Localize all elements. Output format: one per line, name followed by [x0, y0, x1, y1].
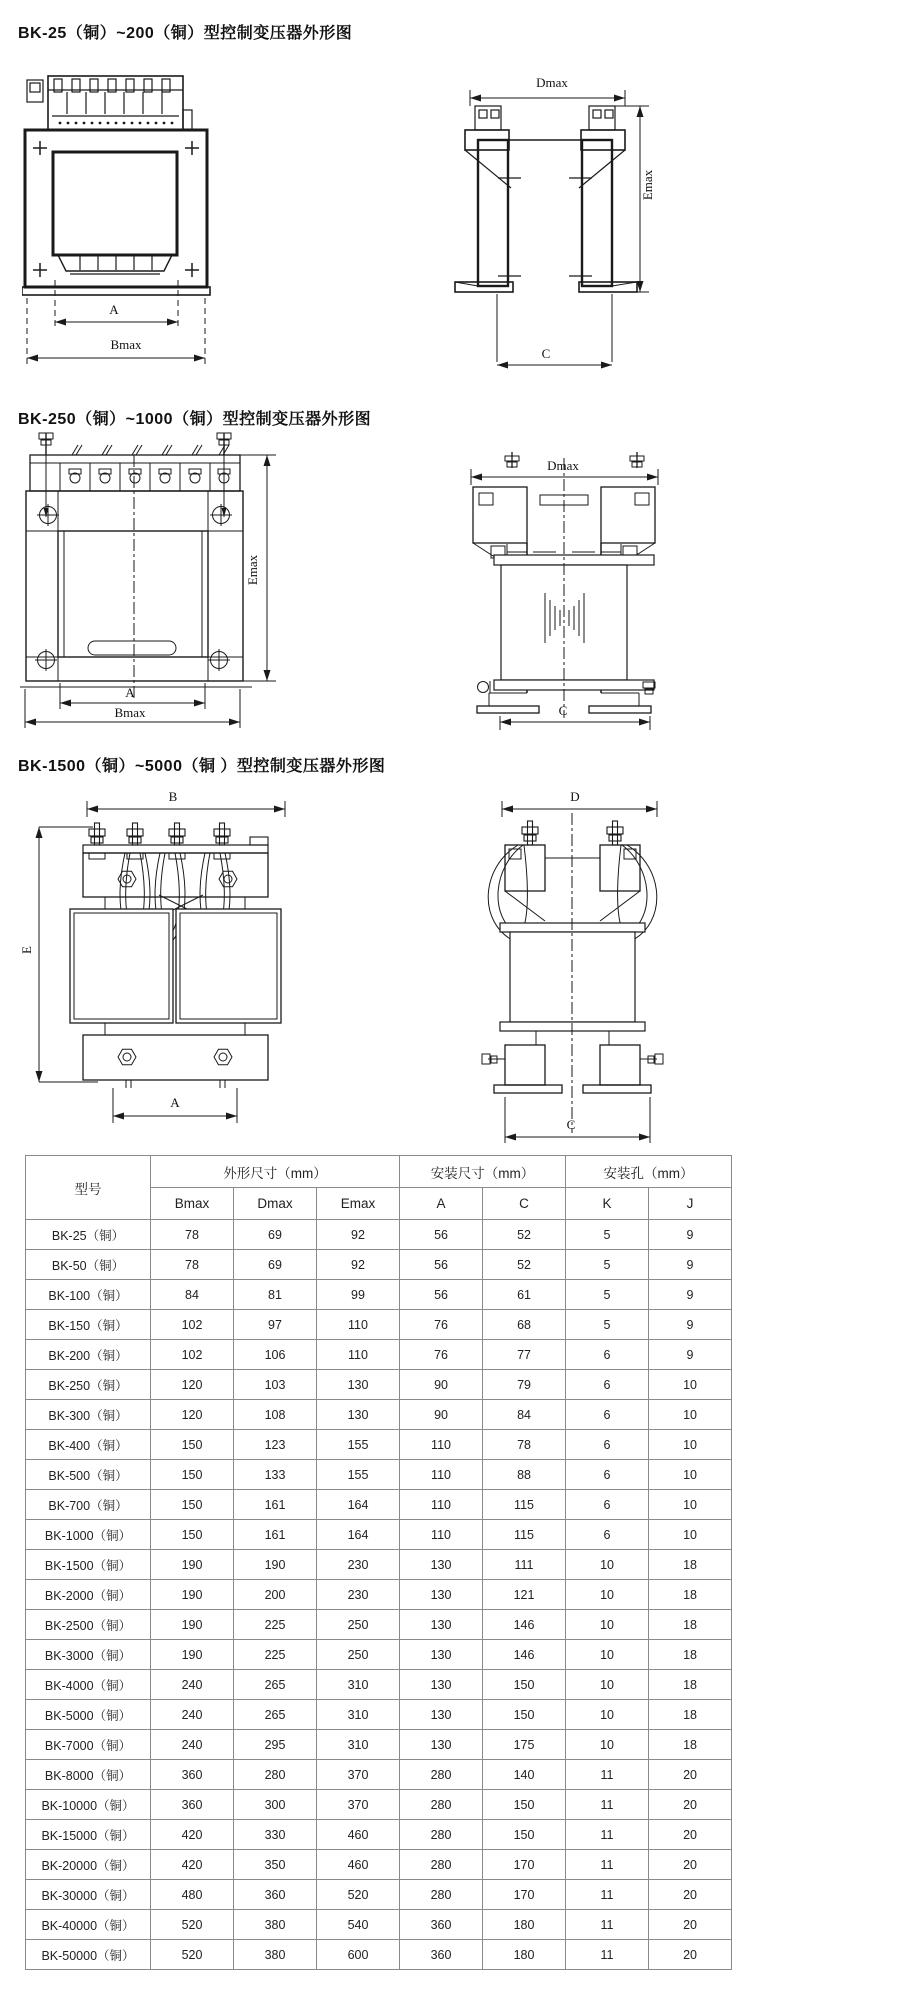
- value-cell: 78: [151, 1250, 234, 1280]
- value-cell: 600: [317, 1940, 400, 1970]
- value-cell: 88: [483, 1460, 566, 1490]
- dim-label-bmax-s2: Bmax: [114, 705, 146, 720]
- value-cell: 140: [483, 1760, 566, 1790]
- value-cell: 102: [151, 1310, 234, 1340]
- value-cell: 18: [649, 1550, 732, 1580]
- table-row: [26, 1430, 732, 1460]
- value-cell: 240: [151, 1700, 234, 1730]
- value-cell: 11: [566, 1940, 649, 1970]
- model-cell: BK-200（铜）: [26, 1340, 151, 1370]
- table-row: [26, 1310, 732, 1340]
- value-cell: 110: [400, 1460, 483, 1490]
- value-cell: 56: [400, 1280, 483, 1310]
- value-cell: 121: [483, 1580, 566, 1610]
- value-cell: 190: [151, 1550, 234, 1580]
- section3-title: BK-1500（铜）~5000（铜 ）型控制变压器外形图: [18, 758, 386, 775]
- value-cell: 300: [234, 1790, 317, 1820]
- dim-label-emax-s1: Emax: [640, 169, 655, 201]
- model-cell: BK-8000（铜）: [26, 1760, 151, 1790]
- value-cell: 520: [317, 1880, 400, 1910]
- value-cell: 420: [151, 1850, 234, 1880]
- value-cell: 103: [234, 1370, 317, 1400]
- dim-label-c-s3: C: [566, 1117, 576, 1132]
- dim-label-emax-s2: Emax: [245, 554, 260, 586]
- value-cell: 150: [151, 1460, 234, 1490]
- value-cell: 265: [234, 1670, 317, 1700]
- section3-side-view-drawing: [458, 783, 683, 1148]
- value-cell: 20: [649, 1910, 732, 1940]
- transformer-front-view-icon: [12, 425, 284, 737]
- value-cell: 81: [234, 1280, 317, 1310]
- value-cell: 155: [317, 1430, 400, 1460]
- dim-label-c-s1: C: [541, 346, 551, 361]
- value-cell: 10: [566, 1580, 649, 1610]
- value-cell: 370: [317, 1790, 400, 1820]
- value-cell: 76: [400, 1310, 483, 1340]
- value-cell: 330: [234, 1820, 317, 1850]
- value-cell: 90: [400, 1370, 483, 1400]
- value-cell: 18: [649, 1670, 732, 1700]
- value-cell: 164: [317, 1520, 400, 1550]
- value-cell: 52: [483, 1250, 566, 1280]
- value-cell: 9: [649, 1280, 732, 1310]
- dim-label-bmax-s1: Bmax: [110, 337, 142, 352]
- section1-side-view-drawing: [453, 66, 665, 378]
- value-cell: 150: [483, 1790, 566, 1820]
- value-cell: 6: [566, 1460, 649, 1490]
- model-cell: BK-7000（铜）: [26, 1730, 151, 1760]
- value-cell: 295: [234, 1730, 317, 1760]
- value-cell: 130: [400, 1610, 483, 1640]
- value-cell: 6: [566, 1370, 649, 1400]
- value-cell: 520: [151, 1940, 234, 1970]
- value-cell: 164: [317, 1490, 400, 1520]
- value-cell: 69: [234, 1250, 317, 1280]
- value-cell: 115: [483, 1490, 566, 1520]
- value-cell: 99: [317, 1280, 400, 1310]
- model-cell: BK-250（铜）: [26, 1370, 151, 1400]
- value-cell: 110: [400, 1490, 483, 1520]
- value-cell: 310: [317, 1700, 400, 1730]
- value-cell: 20: [649, 1850, 732, 1880]
- section2-front-view-drawing: [12, 425, 284, 737]
- value-cell: 460: [317, 1820, 400, 1850]
- table-row: [26, 1790, 732, 1820]
- header-mounting-holes: 安装孔（mm）: [566, 1156, 732, 1188]
- dim-label-a-s3: A: [170, 1095, 180, 1110]
- dim-label-c-s2: C: [558, 703, 568, 718]
- table-row: [26, 1220, 732, 1250]
- header-a: A: [400, 1188, 483, 1220]
- value-cell: 190: [151, 1580, 234, 1610]
- model-cell: BK-30000（铜）: [26, 1880, 151, 1910]
- section1-title: BK-25（铜）~200（铜）型控制变压器外形图: [18, 25, 353, 42]
- table-row: [26, 1580, 732, 1610]
- value-cell: 11: [566, 1790, 649, 1820]
- model-cell: BK-500（铜）: [26, 1460, 151, 1490]
- value-cell: 10: [566, 1700, 649, 1730]
- section2-side-view-drawing: [453, 438, 675, 738]
- table-row: [26, 1940, 732, 1970]
- transformer-front-view-icon: [13, 783, 305, 1131]
- dimension-table-body: [26, 1220, 732, 1970]
- value-cell: 10: [649, 1370, 732, 1400]
- transformer-side-view-icon: [458, 783, 683, 1148]
- value-cell: 20: [649, 1940, 732, 1970]
- value-cell: 146: [483, 1640, 566, 1670]
- value-cell: 280: [400, 1790, 483, 1820]
- section1-front-view-drawing: [22, 52, 237, 367]
- model-cell: BK-3000（铜）: [26, 1640, 151, 1670]
- model-cell: BK-700（铜）: [26, 1490, 151, 1520]
- value-cell: 200: [234, 1580, 317, 1610]
- table-row: [26, 1820, 732, 1850]
- value-cell: 123: [234, 1430, 317, 1460]
- value-cell: 5: [566, 1310, 649, 1340]
- dim-label-e-s3: E: [19, 946, 34, 954]
- value-cell: 240: [151, 1670, 234, 1700]
- value-cell: 84: [151, 1280, 234, 1310]
- table-row: [26, 1250, 732, 1280]
- value-cell: 280: [400, 1850, 483, 1880]
- value-cell: 250: [317, 1610, 400, 1640]
- value-cell: 11: [566, 1760, 649, 1790]
- value-cell: 92: [317, 1250, 400, 1280]
- value-cell: 18: [649, 1580, 732, 1610]
- table-row: [26, 1850, 732, 1880]
- value-cell: 130: [317, 1400, 400, 1430]
- model-cell: BK-2000（铜）: [26, 1580, 151, 1610]
- model-cell: BK-300（铜）: [26, 1400, 151, 1430]
- value-cell: 56: [400, 1250, 483, 1280]
- value-cell: 10: [649, 1520, 732, 1550]
- header-k: K: [566, 1188, 649, 1220]
- value-cell: 20: [649, 1880, 732, 1910]
- value-cell: 480: [151, 1880, 234, 1910]
- value-cell: 130: [400, 1580, 483, 1610]
- table-row: [26, 1370, 732, 1400]
- value-cell: 5: [566, 1250, 649, 1280]
- value-cell: 130: [400, 1640, 483, 1670]
- model-cell: BK-10000（铜）: [26, 1790, 151, 1820]
- value-cell: 150: [483, 1670, 566, 1700]
- value-cell: 360: [234, 1880, 317, 1910]
- value-cell: 380: [234, 1910, 317, 1940]
- value-cell: 115: [483, 1520, 566, 1550]
- section3-front-view-drawing: [13, 783, 305, 1131]
- model-cell: BK-15000（铜）: [26, 1820, 151, 1850]
- header-model: 型号: [26, 1156, 151, 1220]
- value-cell: 161: [234, 1520, 317, 1550]
- value-cell: 360: [400, 1940, 483, 1970]
- value-cell: 150: [151, 1520, 234, 1550]
- model-cell: BK-50（铜）: [26, 1250, 151, 1280]
- value-cell: 150: [151, 1490, 234, 1520]
- header-bmax: Bmax: [151, 1188, 234, 1220]
- value-cell: 360: [400, 1910, 483, 1940]
- table-row: [26, 1400, 732, 1430]
- table-header: [26, 1156, 732, 1220]
- table-row: [26, 1550, 732, 1580]
- value-cell: 92: [317, 1220, 400, 1250]
- value-cell: 106: [234, 1340, 317, 1370]
- dim-label-d-s3: D: [570, 789, 580, 804]
- value-cell: 18: [649, 1730, 732, 1760]
- dim-label-a-s2: A: [125, 685, 135, 700]
- value-cell: 110: [400, 1520, 483, 1550]
- value-cell: 6: [566, 1430, 649, 1460]
- value-cell: 240: [151, 1730, 234, 1760]
- value-cell: 6: [566, 1490, 649, 1520]
- model-cell: BK-150（铜）: [26, 1310, 151, 1340]
- value-cell: 161: [234, 1490, 317, 1520]
- value-cell: 9: [649, 1250, 732, 1280]
- value-cell: 111: [483, 1550, 566, 1580]
- model-cell: BK-20000（铜）: [26, 1850, 151, 1880]
- value-cell: 130: [400, 1700, 483, 1730]
- transformer-side-view-icon: [453, 66, 665, 378]
- header-outline-dims: 外形尺寸（mm）: [151, 1156, 400, 1188]
- value-cell: 5: [566, 1280, 649, 1310]
- model-cell: BK-5000（铜）: [26, 1700, 151, 1730]
- value-cell: 20: [649, 1760, 732, 1790]
- value-cell: 130: [400, 1550, 483, 1580]
- value-cell: 9: [649, 1340, 732, 1370]
- value-cell: 380: [234, 1940, 317, 1970]
- value-cell: 110: [400, 1430, 483, 1460]
- value-cell: 460: [317, 1850, 400, 1880]
- table-row: [26, 1520, 732, 1550]
- header-j: J: [649, 1188, 732, 1220]
- table-row: [26, 1610, 732, 1640]
- value-cell: 90: [400, 1400, 483, 1430]
- value-cell: 225: [234, 1610, 317, 1640]
- model-cell: BK-1500（铜）: [26, 1550, 151, 1580]
- dim-label-dmax-s1: Dmax: [536, 75, 568, 90]
- value-cell: 110: [317, 1310, 400, 1340]
- value-cell: 110: [317, 1340, 400, 1370]
- value-cell: 280: [234, 1760, 317, 1790]
- section2-title: BK-250（铜）~1000（铜）型控制变压器外形图: [18, 411, 372, 428]
- model-cell: BK-400（铜）: [26, 1430, 151, 1460]
- table-row: [26, 1880, 732, 1910]
- value-cell: 180: [483, 1910, 566, 1940]
- value-cell: 20: [649, 1790, 732, 1820]
- value-cell: 130: [317, 1370, 400, 1400]
- model-cell: BK-40000（铜）: [26, 1910, 151, 1940]
- value-cell: 250: [317, 1640, 400, 1670]
- table-row: [26, 1700, 732, 1730]
- dim-label-a-s1: A: [109, 302, 119, 317]
- value-cell: 280: [400, 1820, 483, 1850]
- value-cell: 360: [151, 1790, 234, 1820]
- transformer-side-view-icon: [453, 438, 675, 738]
- value-cell: 10: [649, 1400, 732, 1430]
- value-cell: 10: [566, 1670, 649, 1700]
- value-cell: 190: [151, 1610, 234, 1640]
- model-cell: BK-1000（铜）: [26, 1520, 151, 1550]
- value-cell: 108: [234, 1400, 317, 1430]
- value-cell: 130: [400, 1670, 483, 1700]
- value-cell: 102: [151, 1340, 234, 1370]
- value-cell: 155: [317, 1460, 400, 1490]
- value-cell: 77: [483, 1340, 566, 1370]
- value-cell: 11: [566, 1850, 649, 1880]
- value-cell: 280: [400, 1760, 483, 1790]
- table-row: [26, 1640, 732, 1670]
- value-cell: 76: [400, 1340, 483, 1370]
- model-cell: BK-2500（铜）: [26, 1610, 151, 1640]
- value-cell: 180: [483, 1940, 566, 1970]
- value-cell: 78: [151, 1220, 234, 1250]
- value-cell: 190: [151, 1640, 234, 1670]
- value-cell: 11: [566, 1910, 649, 1940]
- model-cell: BK-100（铜）: [26, 1280, 151, 1310]
- table-row: [26, 1910, 732, 1940]
- value-cell: 6: [566, 1400, 649, 1430]
- table-row: [26, 1670, 732, 1700]
- model-cell: BK-25（铜）: [26, 1220, 151, 1250]
- value-cell: 6: [566, 1340, 649, 1370]
- value-cell: 79: [483, 1370, 566, 1400]
- value-cell: 310: [317, 1730, 400, 1760]
- table-row: [26, 1730, 732, 1760]
- transformer-front-view-icon: [22, 52, 237, 367]
- value-cell: 78: [483, 1430, 566, 1460]
- value-cell: 6: [566, 1520, 649, 1550]
- header-mounting-dims: 安装尺寸（mm）: [400, 1156, 566, 1188]
- value-cell: 10: [649, 1490, 732, 1520]
- value-cell: 350: [234, 1850, 317, 1880]
- value-cell: 5: [566, 1220, 649, 1250]
- value-cell: 370: [317, 1760, 400, 1790]
- value-cell: 10: [566, 1610, 649, 1640]
- value-cell: 18: [649, 1700, 732, 1730]
- value-cell: 225: [234, 1640, 317, 1670]
- value-cell: 150: [151, 1430, 234, 1460]
- dimension-table: [25, 1155, 732, 1970]
- value-cell: 68: [483, 1310, 566, 1340]
- value-cell: 175: [483, 1730, 566, 1760]
- value-cell: 10: [566, 1550, 649, 1580]
- value-cell: 61: [483, 1280, 566, 1310]
- value-cell: 10: [566, 1730, 649, 1760]
- value-cell: 310: [317, 1670, 400, 1700]
- value-cell: 280: [400, 1880, 483, 1910]
- table-row: [26, 1760, 732, 1790]
- table-row: [26, 1460, 732, 1490]
- value-cell: 130: [400, 1730, 483, 1760]
- value-cell: 190: [234, 1550, 317, 1580]
- value-cell: 18: [649, 1610, 732, 1640]
- value-cell: 170: [483, 1850, 566, 1880]
- value-cell: 10: [649, 1460, 732, 1490]
- value-cell: 420: [151, 1820, 234, 1850]
- value-cell: 10: [566, 1640, 649, 1670]
- table-row: [26, 1490, 732, 1520]
- value-cell: 265: [234, 1700, 317, 1730]
- value-cell: 52: [483, 1220, 566, 1250]
- table-row: [26, 1340, 732, 1370]
- value-cell: 540: [317, 1910, 400, 1940]
- value-cell: 133: [234, 1460, 317, 1490]
- model-cell: BK-4000（铜）: [26, 1670, 151, 1700]
- value-cell: 69: [234, 1220, 317, 1250]
- value-cell: 11: [566, 1820, 649, 1850]
- header-emax: Emax: [317, 1188, 400, 1220]
- value-cell: 230: [317, 1580, 400, 1610]
- value-cell: 97: [234, 1310, 317, 1340]
- value-cell: 120: [151, 1400, 234, 1430]
- value-cell: 150: [483, 1820, 566, 1850]
- value-cell: 170: [483, 1880, 566, 1910]
- model-cell: BK-50000（铜）: [26, 1940, 151, 1970]
- table-row: [26, 1280, 732, 1310]
- value-cell: 9: [649, 1220, 732, 1250]
- value-cell: 230: [317, 1550, 400, 1580]
- value-cell: 18: [649, 1640, 732, 1670]
- value-cell: 84: [483, 1400, 566, 1430]
- value-cell: 360: [151, 1760, 234, 1790]
- value-cell: 20: [649, 1820, 732, 1850]
- dim-label-dmax-s2: Dmax: [547, 458, 579, 473]
- value-cell: 10: [649, 1430, 732, 1460]
- value-cell: 150: [483, 1700, 566, 1730]
- value-cell: 120: [151, 1370, 234, 1400]
- header-dmax: Dmax: [234, 1188, 317, 1220]
- value-cell: 9: [649, 1310, 732, 1340]
- header-c: C: [483, 1188, 566, 1220]
- value-cell: 146: [483, 1610, 566, 1640]
- dim-label-b-s3: B: [168, 789, 178, 804]
- value-cell: 56: [400, 1220, 483, 1250]
- value-cell: 520: [151, 1910, 234, 1940]
- value-cell: 11: [566, 1880, 649, 1910]
